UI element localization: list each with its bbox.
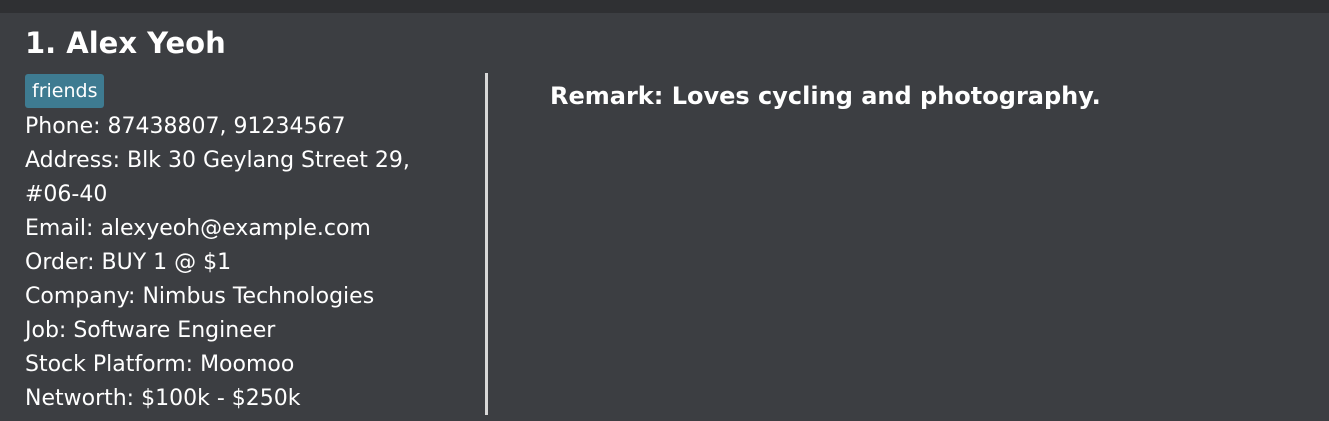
address-line-2: #06-40 [25, 182, 108, 207]
person-card[interactable] [0, 13, 1329, 421]
tag-badge: friends [25, 74, 104, 108]
person-details [25, 110, 475, 416]
remark-text: Remark: Loves cycling and photography. [550, 82, 1101, 110]
person-name: 1. Alex Yeoh [25, 26, 226, 60]
company-field: Company: Nimbus Technologies [25, 284, 375, 309]
address-line-1: Address: Blk 30 Geylang Street 29, [25, 148, 410, 173]
networth-field: Networth: $100k - $250k [25, 386, 301, 411]
vertical-divider [485, 73, 488, 415]
phone-field: Phone: 87438807, 91234567 [25, 114, 346, 139]
job-field: Job: Software Engineer [25, 318, 276, 343]
top-strip [0, 0, 1329, 13]
email-field: Email: alexyeoh@example.com [25, 216, 371, 241]
order-field: Order: BUY 1 @ $1 [25, 250, 232, 275]
stock-platform-field: Stock Platform: Moomoo [25, 352, 295, 377]
